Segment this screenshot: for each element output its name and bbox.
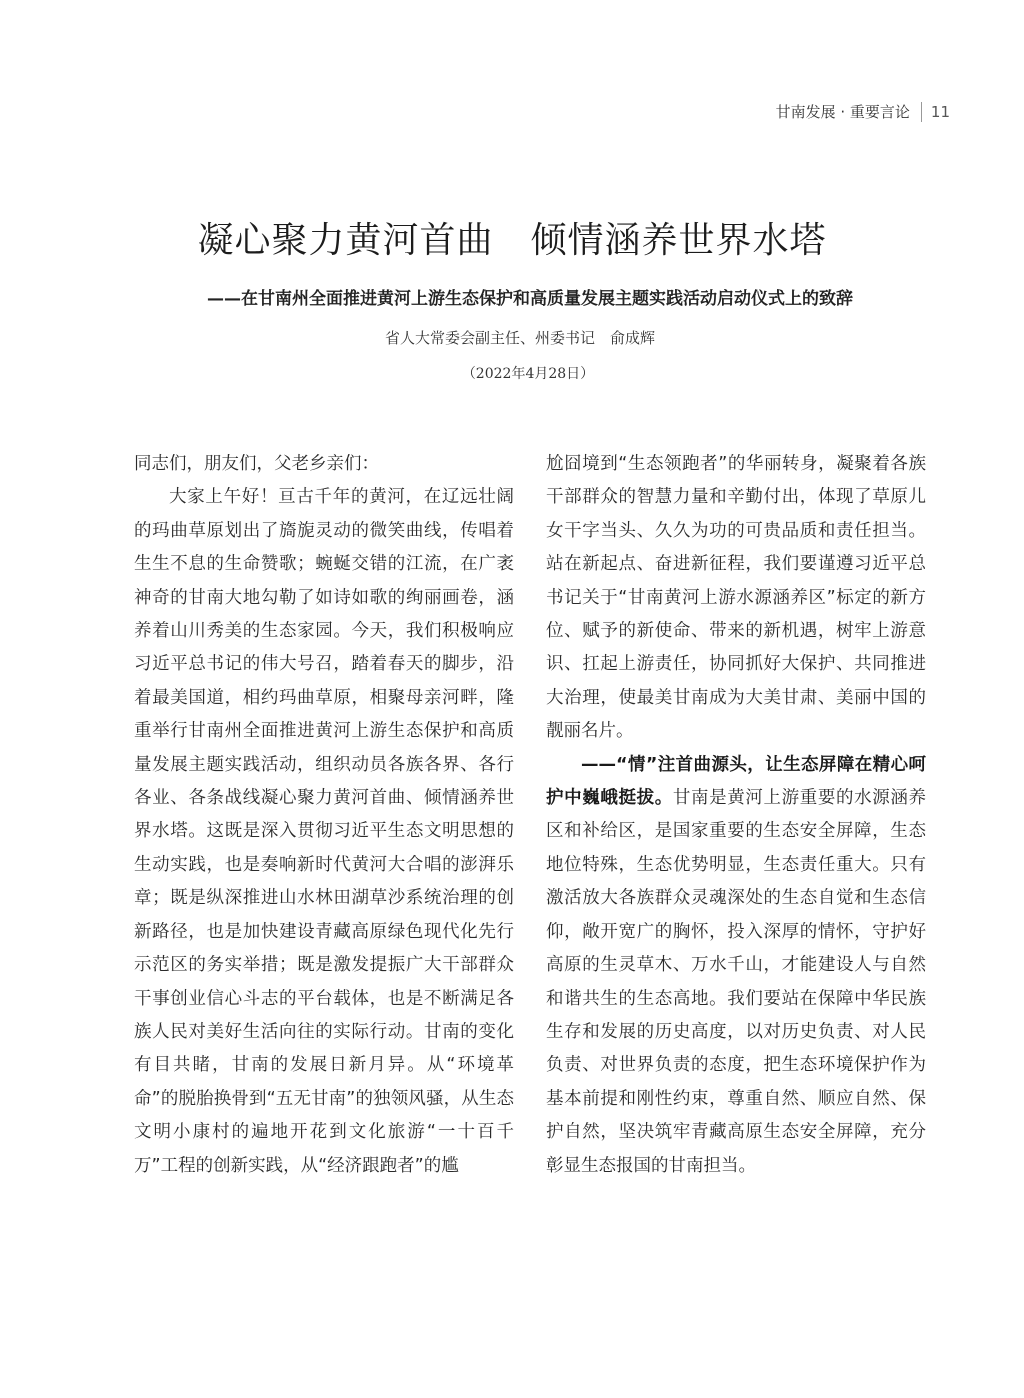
paragraph-text: 大家上午好！亘古千年的黄河，在辽远壮阔的玛曲草原划出了旖旎灵动的微笑曲线，传唱着生生不息的生命赞歌；蜿蜒交错的江流，在广袤神奇的甘南大地勾勒了如诗如歌的绚丽画卷，涵养着山川秀美的生态家园。今天，我们积极响应习近平总书记的伟大号召，踏着春天的脚步，沿着最美国道，相约玛曲草原，相聚母亲河畔，隆重举行甘南州全面推进黄河上游生态保护和高质量发展主题实践活动，组织动员各族各界、各行各业、各条战线凝心聚力黄河首曲、倾情涵养世界水塔。这既是深入贯彻习近平生态文明思想的生动实践，也是奏响新时代黄河大合唱的澎湃乐章；既是纵深推进山水林田湖草沙系统治理的创新路径，也是加快建设青藏高原绿色现代化先行示范区的务实举措；既是激发提振广大干部群众干事创业信心斗志的平台载体，也是不断满足各族人民对美好生活向往的实际行动。甘南的变化有目共睹，甘南的发展日新月异。从“环境革命”的脱胎换骨到“五无甘南”的独领风骚，从生态文明小康村的遍地开花到文化旅游“一十百千万”工程的创新实践，从“经济跟跑者”的尴 [134, 487, 514, 1176]
paragraph-continued [546, 448, 926, 749]
text-column-right [546, 448, 926, 1183]
author-byline: 省人大常委会副主任、州委书记 俞成辉 [384, 329, 655, 347]
paragraph [546, 749, 926, 1183]
paragraph-text: 甘南是黄河上游重要的水源涵养区和补给区，是国家重要的生态安全屏障，生态地位特殊，生态优势明显，生态责任重大。只有激活放大各族群众灵魂深处的生态自觉和生态信仰，敞开宽广的胸怀，投入深厚的情怀，守护好高原的生灵草木、万水千山，才能建设人与自然和谐共生的生态高地。我们要站在保障中华民族生存和发展的历史高度，以对历史负责、对人民负责、对世界负责的态度，把生态环境保护作为基本前提和刚性约束，尊重自然、顺应自然、保护自然，坚决筑牢青藏高原生态安全屏障，充分彰显生态报国的甘南担当。 [546, 788, 926, 1176]
speech-date: （2022年4月28日） [461, 366, 595, 382]
header-divider [921, 102, 922, 122]
paragraph [134, 481, 514, 1183]
article-subtitle: ——在甘南州全面推进黄河上游生态保护和高质量发展主题实践活动启动仪式上的致辞 [207, 289, 853, 309]
greeting: 同志们，朋友们，父老乡亲们： [134, 454, 379, 474]
section-heading: ——“情”注首曲源头，让生态屏障在精心呵护中巍峨挺拔。 [546, 754, 926, 809]
text-column-left [134, 448, 514, 1183]
running-head [776, 101, 950, 122]
article-title: 凝心聚力黄河首曲 倾情涵养世界水塔 [197, 220, 827, 261]
section-title: 甘南发展 · 重要言论 [775, 103, 910, 121]
page-number: 11 [930, 102, 950, 121]
paragraph-text: 尬囧境到“生态领跑者”的华丽转身，凝聚着各族干部群众的智慧力量和辛勤付出，体现了草原儿女干字当头、久久为功的可贵品质和责任担当。站在新起点、奋进新征程，我们要谨遵习近平总书记关于“甘南黄河上游水源涵养区”标定的新方位、赋予的新使命、带来的新机遇，树牢上游意识、扛起上游责任，协同抓好大保护、共同推进大治理，使最美甘南成为大美甘肃、美丽中国的靓丽名片。 [546, 454, 926, 742]
